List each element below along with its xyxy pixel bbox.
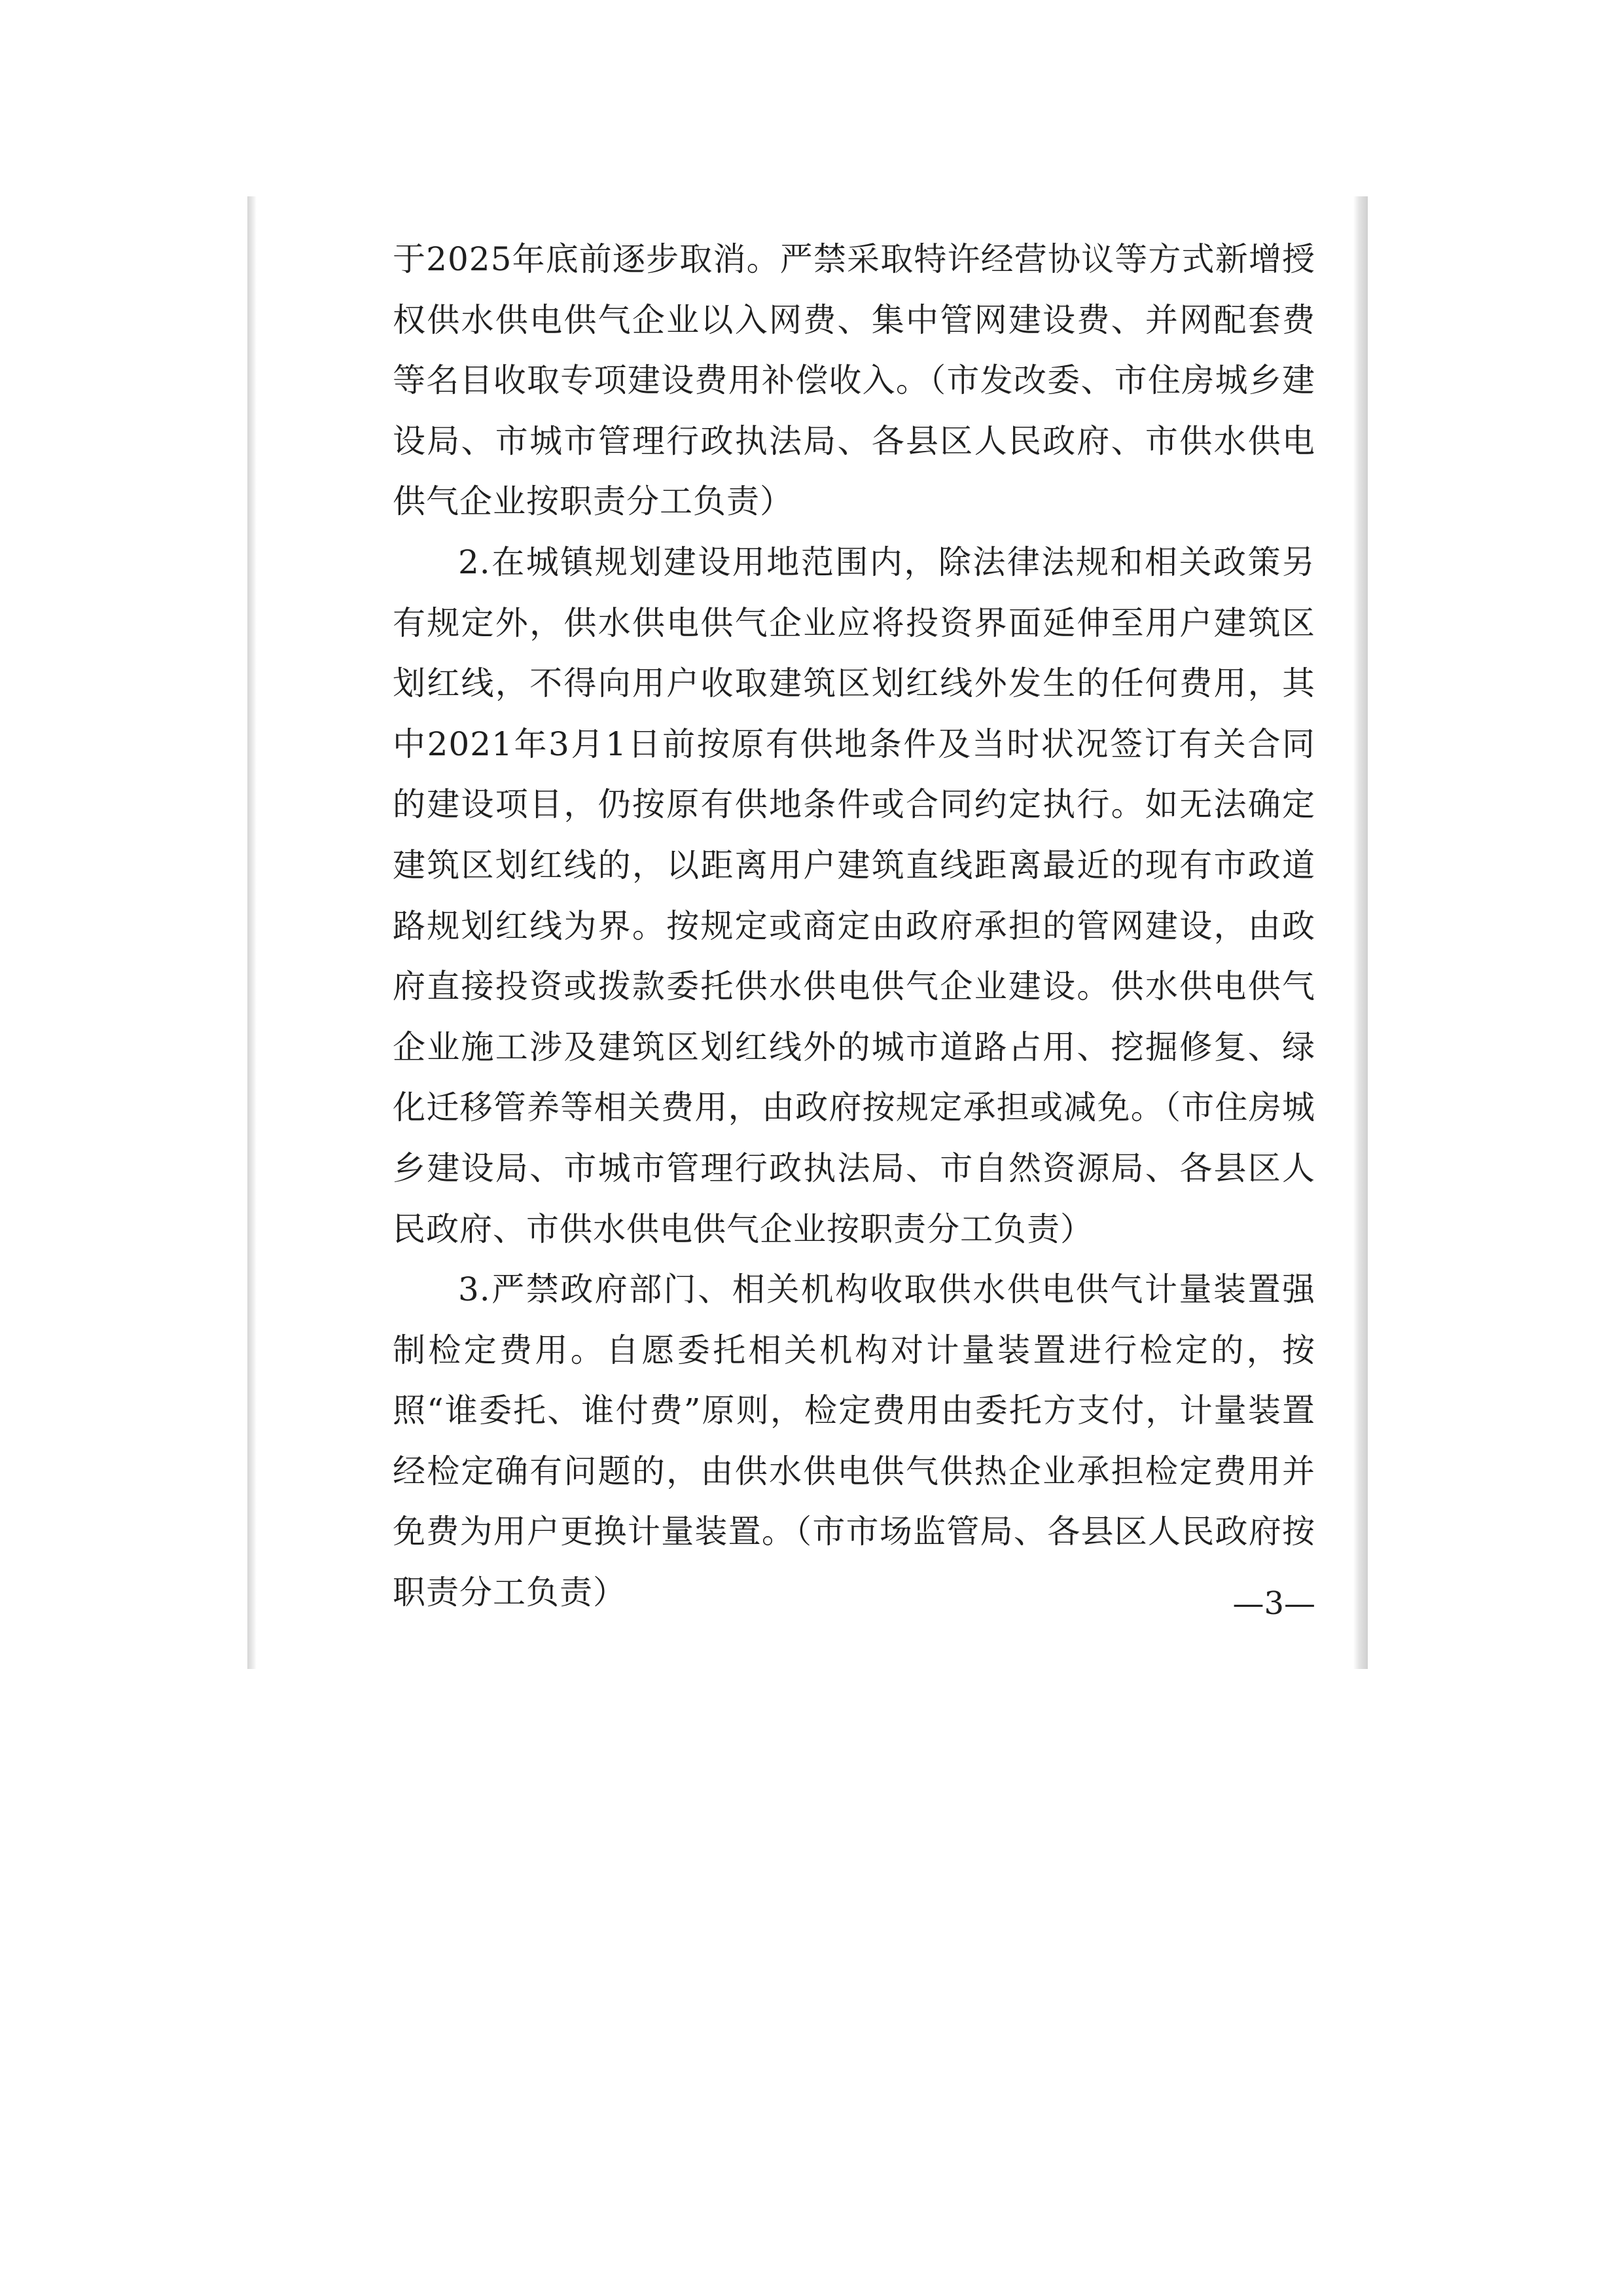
paragraph-continuation: 于2025年底前逐步取消。严禁采取特许经营协议等方式新增授权供水供电供气企业以入网费、集中管网建设费、并网配套费等名目收取专项建设费用补偿收入。（市发改委、市住房城乡建设局、市城市管理行政执法局、各县区人民政府、市供水供电供气企业按职责分工负责） [393,240,1315,521]
page-number: —3— [1232,1585,1315,1622]
page-fold-left-shadow [247,196,257,1669]
paragraph-item-2: 2.在城镇规划建设用地范围内，除法律法规和相关政策另有规定外，供水供电供气企业应将投资界面延伸至用户建筑区划红线，不得向用户收取建筑区划红线外发生的任何费用，其中2021年3月1日前按原有供地条件及当时状况签订有关合同的建设项目，仍按原有供地条件或合同约定执行。如无法确定建筑区划红线的，以距离用户建筑直线距离最近的现有市政道路规划红线为界。按规定或商定由政府承担的管网建设，由政府直接投资或拨款委托供水供电供气企业建设。供水供电供气企业施工涉及建筑区划红线外的城市道路占用、挖掘修复、绿化迁移管养等相关费用，由政府按规定承担或减免。（市住房城乡建设局、市城市管理行政执法局、市自然资源局、各县区人民政府、市供水供电供气企业按职责分工负责） [393,543,1315,1248]
paragraph-item-3: 3.严禁政府部门、相关机构收取供水供电供气计量装置强制检定费用。自愿委托相关机构对计量装置进行检定的，按照“谁委托、谁付费”原则，检定费用由委托方支付，计量装置经检定确有问题的，由供水供电供气供热企业承担检定费用并免费为用户更换计量装置。（市市场监管局、各县区人民政府按职责分工负责） [393,1270,1315,1612]
page-fold-right-shadow [1353,196,1368,1669]
document-body [393,229,1315,1623]
